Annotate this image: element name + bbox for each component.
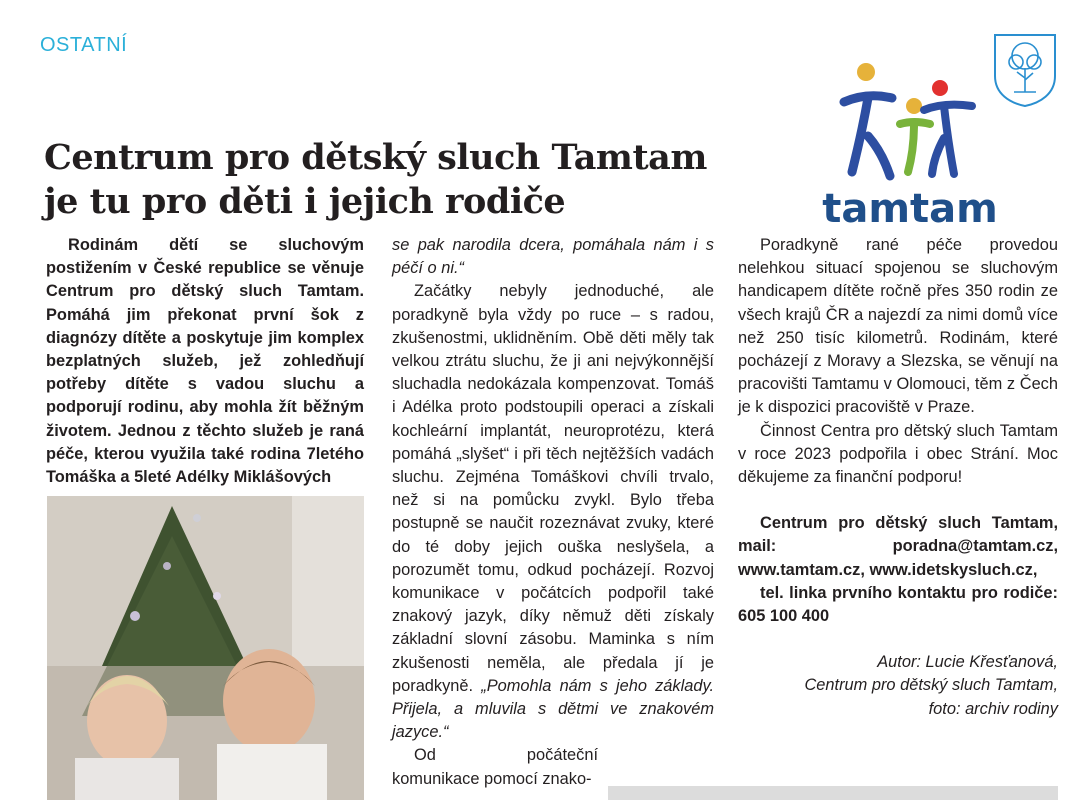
- contact-phone: tel. linka prvního kontaktu pro rodiče: 605 100 400: [738, 583, 1058, 626]
- second-photo-edge: [608, 786, 1058, 800]
- author-credits: [738, 651, 1058, 721]
- paragraph-counselors: Poradkyně rané péče provedou nelehkou situací spojenou se sluchovým handicapem dítěte ročně přes 350 rodin ze všech krajů ČR a najezdí za nimi domů více než 250 tisíc kilometrů. Rodinám, které pocházejí z Moravy a Slezska, se věnují na pracovišti Tamtamu v Olomouci, těm z Čech je k dispozici pracoviště v Praze.: [738, 236, 1058, 417]
- author-line: Autor: Lucie Křesťanová,: [877, 653, 1058, 672]
- column-2: [392, 234, 714, 791]
- contact-info: Centrum pro dětský sluch Tamtam, mail: poradna@tamtam.cz, www.tamtam.cz, www.idetskysluch.cz,: [738, 514, 1058, 579]
- quote-ending: se pak narodila dcera, pomáhala nám i s péčí o ni.“: [392, 236, 714, 278]
- headline-line-2: je tu pro děti i jejich rodiče: [44, 181, 566, 222]
- photo-credit: foto: archiv rodiny: [928, 699, 1058, 718]
- paragraph-beginnings-text: Začátky nebyly jednoduché, ale poradkyně byla vždy po ruce – s radou, zkušenostmi, uklidněním. Obě děti měly tak velkou ztrátu sluchu, že ji ani nejvýkonnější sluchadla nedokázala kompenzovat. Tomáš i Adélka proto podstoupili operaci a získali kochleární implantát, neuroprotézu, která pomáhá „slyšet“ i při těch nejtěžších vadách sluchu. Zejména Tomáškovi chvíli trvalo, než si na pomůcku zvykl. Bylo třeba postupně se naučit rozeznávat zvuky, které do té doby jejich ouška neslyšela, a porozumět tomu, odkud pocházejí. Rozvoj komunikace v počátcích podpořil také znakový jazyk, díky němuž děti získaly základní slovní zásobu. Maminka s ním zkušenosti neměla, ale předala jí je poradkyně.: [392, 282, 714, 695]
- photo-illustration: [47, 496, 364, 800]
- municipality-crest-icon: [992, 32, 1058, 108]
- tamtam-logo: [822, 62, 998, 228]
- column-1: [46, 234, 364, 489]
- paragraph-communication: Od počáteční komunikace pomocí znako-: [392, 746, 598, 788]
- family-photo: [47, 496, 364, 800]
- logo-wordmark: tamtam: [822, 186, 998, 228]
- section-label: OSTATNÍ: [40, 34, 128, 56]
- figures-icon: [844, 63, 972, 176]
- article-headline: [44, 136, 707, 224]
- paragraph-beginnings: [392, 280, 714, 744]
- quote-sign-language: „Pomohla nám s jeho základy. Přijela, a mluvila s dětmi ve znakovém jazyce.“: [392, 676, 714, 742]
- lead-paragraph: Rodinám dětí se sluchovým postižením v České republice se věnuje Centrum pro dětský sluch Tamtam. Pomáhá jim překonat první šok z diagnózy dítěte a poskytuje jim komplex bezplatných služeb, jež zohledňují potřeby dítěte s vadou sluchu a podporují rodinu, aby mohla žít běžným životem. Jednou z těchto služeb je raná péče, kterou využila také rodina 7letého Tomáška a 5leté Adélky Miklášových: [46, 236, 364, 487]
- headline-line-1: Centrum pro dětský sluch Tamtam: [44, 137, 707, 178]
- contact-block: [738, 512, 1058, 628]
- author-organization: Centrum pro dětský sluch Tamtam,: [804, 676, 1058, 695]
- paragraph-support: Činnost Centra pro dětský sluch Tamtam v roce 2023 podpořila i obec Strání. Moc děkujeme za finanční podporu!: [738, 421, 1058, 487]
- column-3: [738, 234, 1058, 721]
